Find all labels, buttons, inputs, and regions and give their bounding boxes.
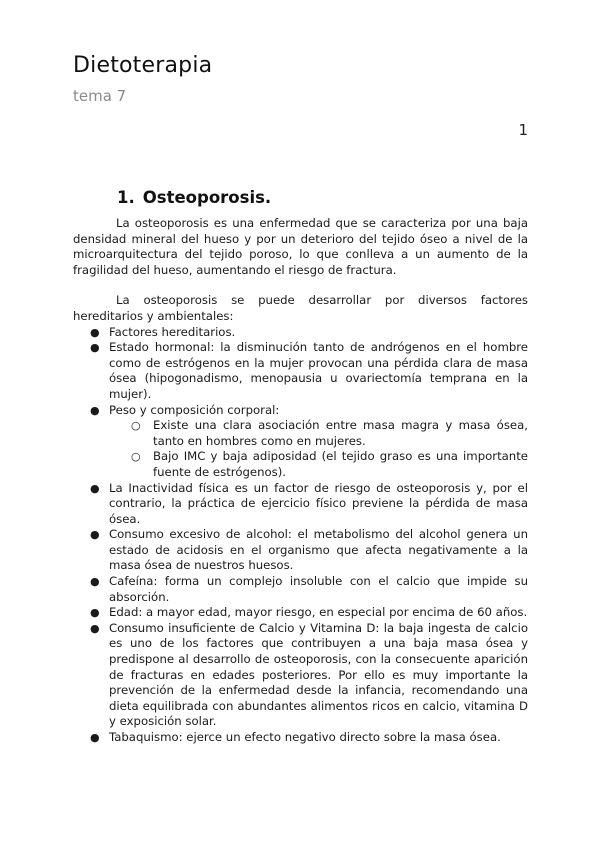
list-item [73, 340, 528, 402]
bullet-icon: ● [90, 481, 100, 495]
list-item-text: Cafeína: forma un complejo insoluble con el calcio que impide su absorción. [109, 574, 528, 604]
list-item [73, 527, 528, 574]
bullet-icon: ● [90, 403, 100, 417]
document-title: Dietoterapia [73, 53, 213, 78]
list-item-text: La Inactividad física es un factor de riesgo de osteoporosis y, por el contrario, la práctica de ejercicio físico previene la pérdida de masa ósea. [109, 480, 528, 526]
list-item [73, 325, 528, 341]
list-item-text: Peso y composición corporal: [109, 402, 280, 417]
intro-paragraph: La osteoporosis es una enfermedad que se caracteriza por una baja densidad mineral del hueso y por un deterioro del tejido óseo a nivel de la microarquitectura del tejido poroso, lo que conlleva a un aumento de la fragilidad del hueso, aumentando el riesgo de fractura. [73, 216, 528, 277]
sub-list-item-text: Existe una clara asociación entre masa magra y masa ósea, tanto en hombres como en mujeres. [153, 418, 528, 448]
hollow-bullet-icon: ○ [131, 450, 141, 464]
bullet-icon: ● [90, 341, 100, 355]
bullet-icon: ● [90, 575, 100, 589]
sub-list-item [109, 418, 528, 449]
list-item-text: Estado hormonal: la disminución tanto de andrógenos en el hombre como de estrógenos en la mujer provocan una pérdida clara de masa ósea (hipogonadismo, menopausia u ovariectomía temprana en la mujer). [109, 340, 528, 401]
bullet-icon: ● [90, 606, 100, 620]
risk-factor-list [73, 325, 528, 746]
factors-intro-paragraph: La osteoporosis se puede desarrollar por diversos factores hereditarios y ambientales: [73, 293, 528, 323]
bullet-icon: ● [90, 731, 100, 744]
sub-list-item [109, 449, 528, 480]
hollow-bullet-icon: ○ [131, 419, 141, 433]
section-body [73, 216, 528, 746]
sub-list [109, 418, 528, 480]
page-number: 1 [518, 121, 528, 139]
list-item [73, 605, 528, 621]
section-number: 1. [117, 188, 135, 207]
list-item-text: Tabaquismo: ejerce un efecto negativo directo sobre la masa ósea. [109, 730, 501, 744]
sub-list-item-text: Bajo IMC y baja adiposidad (el tejido graso es una importante fuente de estrógenos). [153, 449, 528, 479]
list-item [73, 481, 528, 528]
list-item-text: Consumo insuficiente de Calcio y Vitamina D: la baja ingesta de calcio es uno de los factores que contribuyen a una baja masa ósea y predispone al desarrollo de osteoporosis, con la consecuente aparición de fracturas en edades posteriores. Por ello es muy importante la prevención de la enfermedad desde la infancia, recomendando una dieta equilibrada con abundantes alimentos ricos en calcio, vitamina D y exposición solar. [109, 620, 528, 729]
list-item [73, 621, 528, 730]
section-heading [117, 188, 271, 207]
list-item [73, 574, 528, 605]
bullet-icon: ● [90, 325, 100, 339]
section-heading-text: Osteoporosis. [142, 188, 272, 207]
bullet-icon: ● [90, 528, 100, 542]
list-item-text: Edad: a mayor edad, mayor riesgo, en especial por encima de 60 años. [109, 605, 528, 620]
list-item [73, 730, 528, 746]
list-item [73, 403, 528, 481]
document-subtitle: tema 7 [73, 87, 127, 105]
list-item-text: Factores hereditarios. [109, 324, 236, 339]
bullet-icon: ● [90, 621, 100, 635]
list-item-text: Consumo excesivo de alcohol: el metabolismo del alcohol genera un estado de acidosis en el organismo que afecta negativamente a la masa ósea de nuestros huesos. [109, 527, 528, 573]
